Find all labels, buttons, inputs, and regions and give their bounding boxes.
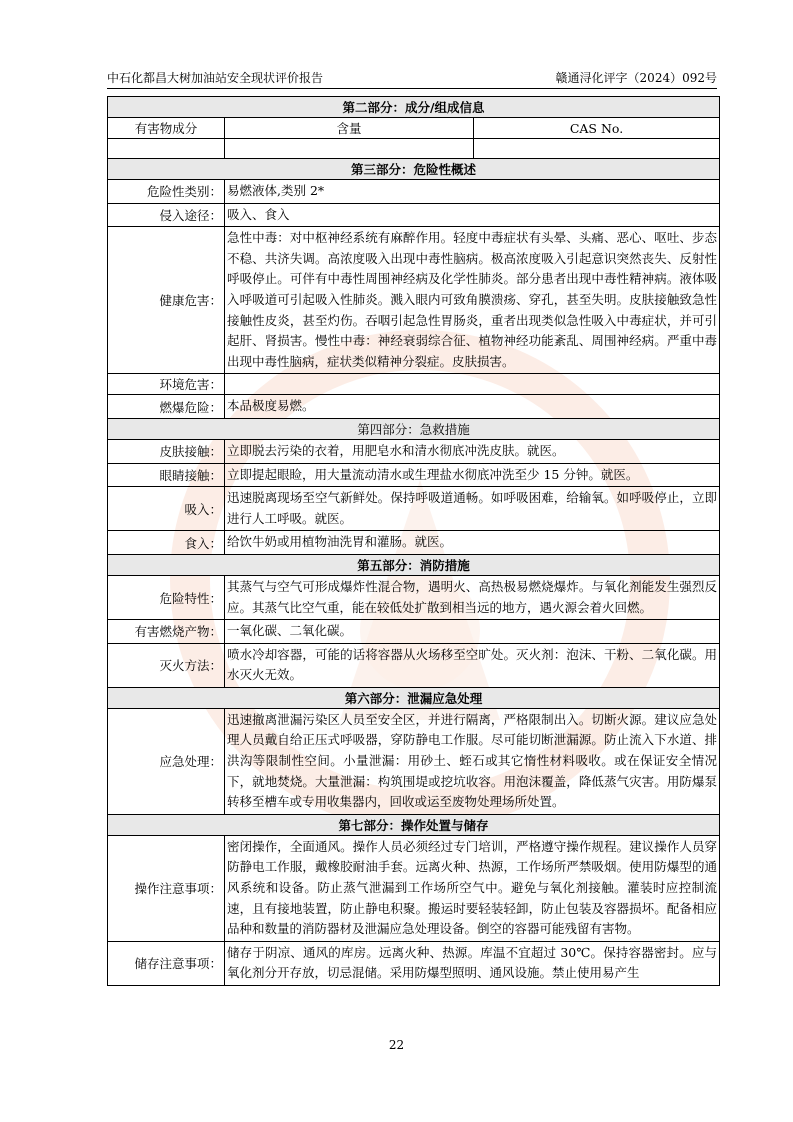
entry-route-label: 侵入途径： [108, 203, 225, 227]
handling-value: 密闭操作，全面通风。操作人员必须经过专门培训，严格遵守操作规程。建议操作人员穿防静电工作服，戴橡胶耐油手套。远离火种、热源，工作场所严禁吸烟。使用防爆型的通风系统和设备。防止蒸气泄漏到工作场所空气中。避免与氧化剂接触。灌装时应控制流速，且有接地装置，防止静电积聚。搬运时要轻装轻卸，防止包装及容器损坏。配备相应品种和数量的消防器材及泄漏应急处理设备。倒空的容器可能残留有害物。 [225, 835, 720, 941]
skin-contact-label: 皮肤接触： [108, 439, 225, 463]
empty-cell [108, 139, 225, 159]
emergency-label: 应急处理： [108, 708, 225, 814]
eye-contact-value: 立即提起眼睑，用大量流动清水或生理盐水彻底冲洗至少 15 分钟。就医。 [225, 463, 720, 487]
hazard-class-label: 危险性类别： [108, 180, 225, 204]
section7-title: 第七部分：操作处置与储存 [108, 814, 720, 835]
hazard-property-label: 危险特性： [108, 575, 225, 619]
page-number: 22 [388, 1038, 405, 1052]
fire-fighting-label: 灭火方法： [108, 643, 225, 687]
section5-title: 第五部分：消防措施 [108, 554, 720, 575]
report-title: 中石化都昌大树加油站安全现状评价报告 [107, 71, 324, 85]
col-header-component: 有害物成分 [108, 118, 225, 139]
storage-label: 储存注意事项： [108, 941, 225, 985]
fire-fighting-value: 喷水冷却容器，可能的话将容器从火场移至空旷处。灭火剂：泡沫、干粉、二氧化碳。用水灭火无效。 [225, 643, 720, 687]
page-header [107, 68, 717, 89]
section6-title: 第六部分：泄漏应急处理 [108, 687, 720, 708]
hazard-property-value: 其蒸气与空气可形成爆炸性混合物，遇明火、高热极易燃烧爆炸。与氧化剂能发生强烈反应。其蒸气比空气重，能在较低处扩散到相当远的地方，遇火源会着火回燃。 [225, 575, 720, 619]
sds-table [107, 96, 720, 986]
storage-value: 储存于阴凉、通风的库房。远离火种、热源。库温不宜超过 30℃。保持容器密封。应与氧化剂分开存放，切忌混储。采用防爆型照明、通风设施。禁止使用易产生 [225, 941, 720, 985]
handling-label: 操作注意事项： [108, 835, 225, 941]
health-hazard-label: 健康危害： [108, 227, 225, 374]
empty-cell [225, 139, 474, 159]
section2-title: 第二部分：成分/组成信息 [108, 97, 720, 118]
col-header-content: 含量 [225, 118, 474, 139]
env-hazard-label: 环境危害： [108, 374, 225, 395]
skin-contact-value: 立即脱去污染的衣着，用肥皂水和清水彻底冲洗皮肤。就医。 [225, 439, 720, 463]
inhalation-value: 迅速脱离现场至空气新鲜处。保持呼吸道通畅。如呼吸困难，给输氧。如呼吸停止，立即进行人工呼吸。就医。 [225, 487, 720, 531]
combustion-products-value: 一氧化碳、二氧化碳。 [225, 620, 720, 644]
emergency-value: 迅速撤离泄漏污染区人员至安全区，并进行隔离，严格限制出入。切断火源。建议应急处理人员戴自给正压式呼吸器，穿防静电工作服。尽可能切断泄漏源。防止流入下水道、排洪沟等限制性空间。小量泄漏：用砂土、蛭石或其它惰性材料吸收。或在保证安全情况下，就地焚烧。大量泄漏：构筑围堤或挖坑收容。用泡沫覆盖，降低蒸气灾害。用防爆泵转移至槽车或专用收集器内，回收或运至废物处理场所处置。 [225, 708, 720, 814]
section3-title: 第三部分：危险性概述 [108, 159, 720, 180]
inhalation-label: 吸入： [108, 487, 225, 531]
explosion-hazard-value: 本品极度易燃。 [225, 395, 720, 419]
ingestion-value: 给饮牛奶或用植物油洗胃和灌肠。就医。 [225, 531, 720, 555]
eye-contact-label: 眼睛接触： [108, 463, 225, 487]
col-header-cas: CAS No. [474, 118, 720, 139]
ingestion-label: 食入： [108, 531, 225, 555]
env-hazard-value [225, 374, 720, 395]
combustion-products-label: 有害燃烧产物： [108, 620, 225, 644]
health-hazard-value: 急性中毒：对中枢神经系统有麻醉作用。轻度中毒症状有头晕、头痛、恶心、呕吐、步态不稳、共济失调。高浓度吸入出现中毒性脑病。极高浓度吸入引起意识突然丧失、反射性呼吸停止。可伴有中毒性周围神经病及化学性肺炎。部分患者出现中毒性精神病。液体吸入呼吸道可引起吸入性肺炎。溅入眼内可致角膜溃疡、穿孔，甚至失明。皮肤接触致急性接触性皮炎，甚至灼伤。吞咽引起急性胃肠炎，重者出现类似急性吸入中毒症状，并可引起肝、肾损害。慢性中毒：神经衰弱综合征、植物神经功能紊乱、周围神经病。严重中毒出现中毒性脑病，症状类似精神分裂症。皮肤损害。 [225, 227, 720, 374]
empty-cell [474, 139, 720, 159]
explosion-hazard-label: 燃爆危险： [108, 395, 225, 419]
section4-title: 第四部分：急救措施 [108, 418, 720, 439]
report-number: 赣通浔化评字（2024）092号 [555, 71, 717, 85]
hazard-class-value: 易燃液体,类别 2* [225, 180, 720, 204]
entry-route-value: 吸入、食入 [225, 203, 720, 227]
